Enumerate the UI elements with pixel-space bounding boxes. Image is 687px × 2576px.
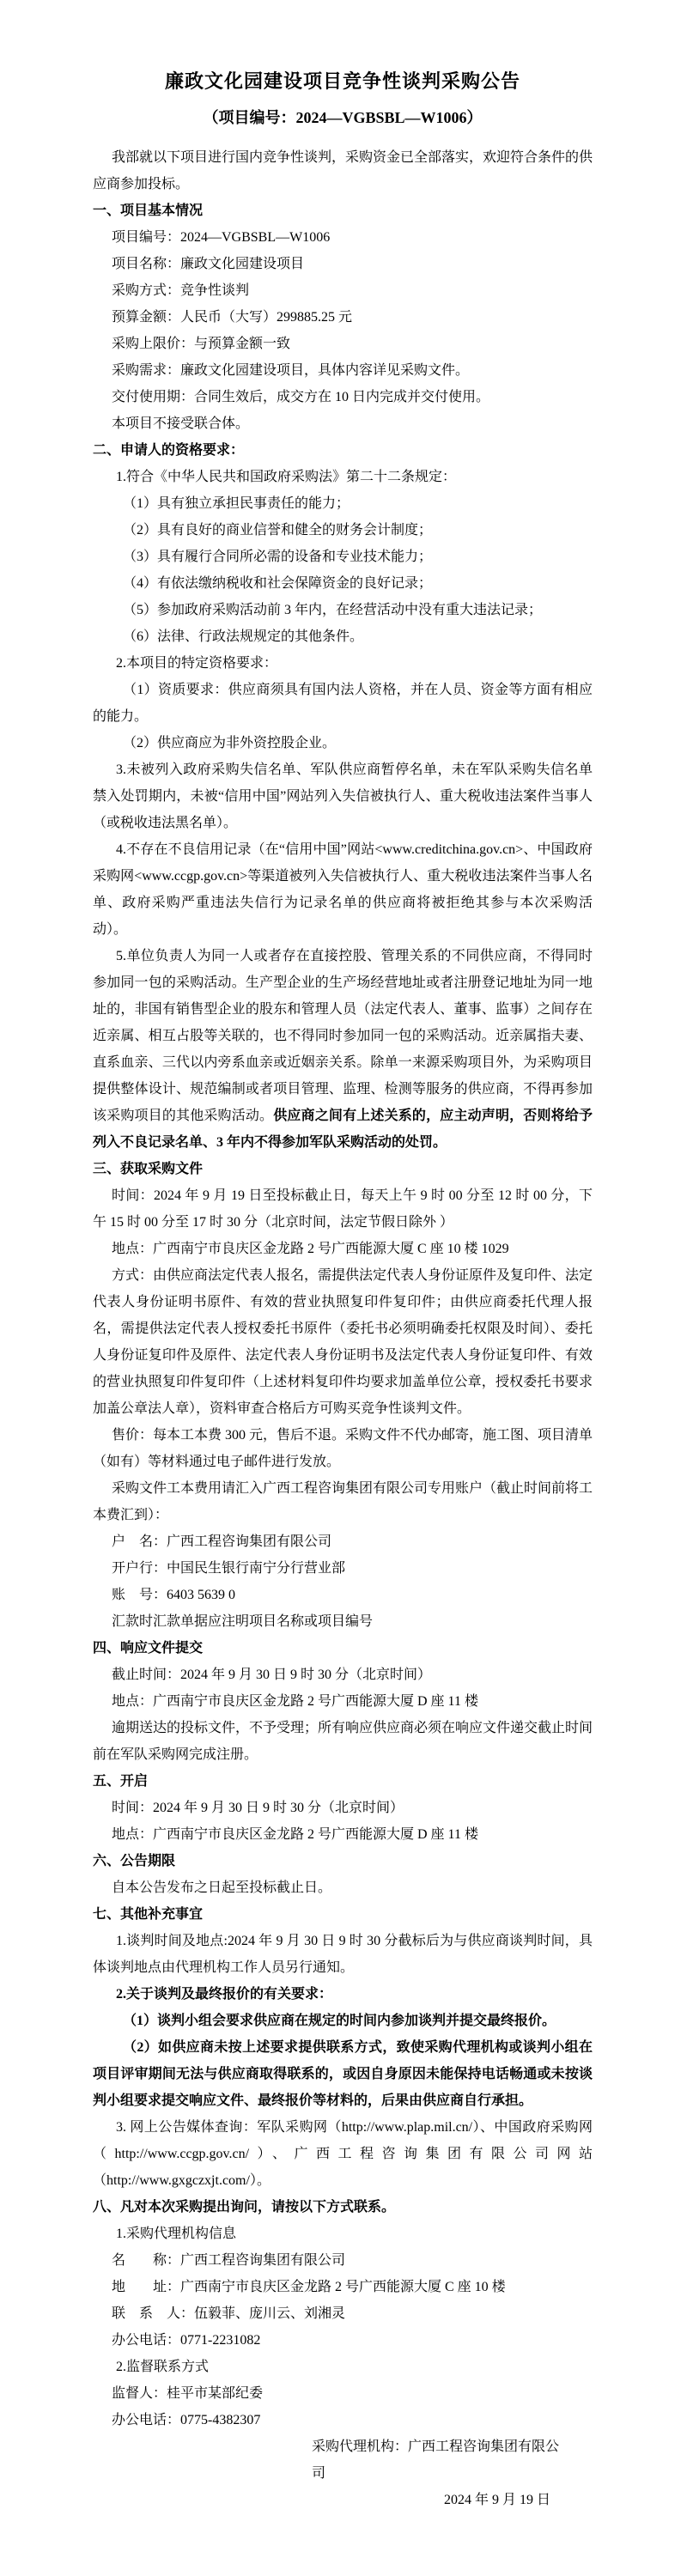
qualification-rule-1-sub: （5）参加政府采购活动前 3 年内，在经营活动中没有重大违法记录；: [123, 603, 543, 617]
budget-amount-line: 预算金额：人民币（大写）299885.25 元: [112, 310, 353, 325]
qualification-rule-1-sub: （1）具有独立承担民事责任的能力；: [123, 496, 350, 511]
agency-name-line: 名 称：广西工程咨询集团有限公司: [112, 2253, 346, 2268]
qualification-rule-5-bold-notice: 供应商之间有上述关系的，应主动声明，否则将给予列入不良记录名单、3 年内不得参加军队采购活动的处罚。: [93, 1109, 593, 1150]
footer-date: 2024 年 9 月 19 日: [444, 2493, 551, 2507]
final-quotation-requirements-heading: 2.关于谈判及最终报价的有关要求：: [116, 1987, 333, 2002]
qualification-rule-2-sub: （2）供应商应为非外资控股企业。: [123, 736, 337, 750]
document-price-paragraph: 售价：每本工本费 300 元，售后不退。采购文件不代办邮寄，施工图、项目清单（如有）等材料通过电子邮件进行发放。: [93, 1428, 593, 1469]
payment-account-intro: 采购文件工本费用请汇入广西工程咨询集团有限公司专用账户（截止时间前将工本费汇到）：: [93, 1481, 593, 1522]
remittance-note-line: 汇款时汇款单据应注明项目名称或项目编号: [112, 1614, 374, 1629]
footer-procurement-agency: 采购代理机构：广西工程咨询集团有限公司: [312, 2439, 560, 2481]
qualification-rule-4: 4.不存在不良信用记录（在“信用中国”网站<www.creditchina.gov.cn>、中国政府采购网<www.ccgp.gov.cn>等渠道被列入失信被执行人、重大税收违法案件当事人名单、政府采购严重违法失信行为记录名单的供应商将被拒绝其参与本次采购活动）。: [93, 842, 593, 937]
agency-info-title: 1.采购代理机构信息: [116, 2227, 237, 2241]
supervision-title: 2.监督联系方式: [116, 2360, 210, 2374]
qualification-rule-3: 3.未被列入政府采购失信名单、军队供应商暂停名单，未在军队采购失信名单禁入处罚期内，未被“信用中国”网站列入失信被执行人、重大税收违法案件当事人（或税收违法黑名单）。: [93, 762, 593, 830]
price-ceiling-line: 采购上限价：与预算金额一致: [112, 337, 291, 351]
opening-location-line: 地点：广西南宁市良庆区金龙路 2 号广西能源大厦 D 座 11 楼: [112, 1827, 478, 1842]
account-name-line: 户 名：广西工程咨询集团有限公司: [112, 1534, 332, 1549]
no-consortium-line: 本项目不接受联合体。: [112, 416, 250, 431]
bank-name-line: 开户行：中国民生银行南宁分行营业部: [112, 1561, 346, 1576]
section-heading-supplementary: 七、其他补充事宜: [93, 1907, 204, 1922]
qualification-rule-2: 2.本项目的特定资格要求：: [116, 656, 278, 671]
section-heading-opening: 五、开启: [93, 1774, 149, 1789]
late-submission-paragraph: 逾期送达的投标文件，不予受理；所有响应供应商必须在响应文件递交截止时间前在军队采购网完成注册。: [93, 1721, 593, 1762]
project-number-line: 项目编号：2024—VGBSBL—W1006: [112, 230, 331, 245]
project-name-line: 项目名称：廉政文化园建设项目: [112, 257, 305, 271]
section-heading-response-submission: 四、响应文件提交: [93, 1641, 204, 1656]
online-media-query-paragraph: 3. 网上公告媒体查询：军队采购网（http://www.plap.mil.cn/）、中国政府采购网（http://www.ccgp.gov.cn/）、广西工程咨询集团有限公司网站（http://www.gxgczxjt.com/）。: [93, 2120, 593, 2188]
section-heading-obtain-documents: 三、获取采购文件: [93, 1162, 204, 1176]
qualification-rule-1-sub: （6）法律、行政法规规定的其他条件。: [123, 629, 364, 644]
intro-paragraph: 我部就以下项目进行国内竞争性谈判，采购资金已全部落实，欢迎符合条件的供应商参加投标。: [93, 150, 593, 191]
agency-contacts-line: 联 系 人：伍毅菲、庞川云、刘湘灵: [112, 2306, 346, 2321]
document-subtitle-project-number: （项目编号：2024—VGBSBL—W1006）: [203, 109, 483, 126]
negotiation-time-paragraph: 1.谈判时间及地点:2024 年 9 月 30 日 9 时 30 分截标后为与供应商谈判时间，具体谈判地点由代理机构工作人员另行通知。: [93, 1934, 593, 1975]
section-heading-announcement-period: 六、公告期限: [93, 1854, 176, 1868]
announcement-period-line: 自本公告发布之日起至投标截止日。: [112, 1880, 332, 1895]
delivery-period-line: 交付使用期：合同生效后，成交方在 10 日内完成并交付使用。: [112, 390, 490, 404]
supervisor-line: 监督人：桂平市某部纪委: [112, 2386, 264, 2401]
agency-phone-line: 办公电话：0771-2231082: [112, 2333, 261, 2348]
qualification-rule-2-sub: （1）资质要求：供应商须具有国内法人资格，并在人员、资金等方面有相应的能力。: [93, 683, 593, 724]
section-heading-contact: 八、凡对本次采购提出询问，请按以下方式联系。: [93, 2200, 396, 2215]
qualification-rule-1-sub: （2）具有良好的商业信誉和健全的财务会计制度；: [123, 523, 433, 538]
procurement-demand-line: 采购需求：廉政文化园建设项目，具体内容详见采购文件。: [112, 363, 470, 378]
section-heading-qualification: 二、申请人的资格要求：: [93, 443, 245, 458]
opening-time-line: 时间：2024 年 9 月 30 日 9 时 30 分（北京时间）: [112, 1801, 404, 1815]
obtain-time-line: 时间：2024 年 9 月 19 日至投标截止日，每天上午 9 时 00 分至 12 时 00 分，下午 15 时 00 分至 17 时 30 分（北京时间，法定节假日除外 ）: [93, 1188, 593, 1230]
section-heading-basic-info: 一、项目基本情况: [93, 204, 204, 218]
qualification-rule-5-text: 5.单位负责人为同一人或者存在直接控股、管理关系的不同供应商，不得同时参加同一包的采购活动。生产型企业的生产场经营地址或者注册登记地址为同一地址的，非国有销售型企业的股东和管理人员（法定代表人、董事、监事）之间存在近亲属、相互占股等关联的，也不得同时参加同一包的采购活动。近亲属指夫妻、直系血亲、三代以内旁系血亲或近姻亲关系。除单一来源采购项目外，为采购项目提供整体设计、规范编制或者项目管理、监理、检测等服务的供应商，不得再参加该采购项目的其他采购活动。: [93, 949, 593, 1123]
document-title: 廉政文化园建设项目竞争性谈判采购公告: [164, 70, 520, 92]
submission-location-line: 地点：广西南宁市良庆区金龙路 2 号广西能源大厦 D 座 11 楼: [112, 1694, 478, 1709]
supervision-phone-line: 办公电话：0775-4382307: [112, 2413, 261, 2427]
submission-deadline-line: 截止时间：2024 年 9 月 30 日 9 时 30 分（北京时间）: [112, 1668, 432, 1682]
account-number-line: 账 号：6403 5639 0: [112, 1588, 236, 1602]
obtain-method-paragraph: 方式：由供应商法定代表人报名，需提供法定代表人身份证原件及复印件、法定代表人身份证明书原件、有效的营业执照复印件复印件；由供应商委托代理人报名，需提供法定代表人授权委托书原件（委托书必须明确委托权限及时间）、委托人身份证复印件及原件、法定代表人身份证明书及法定代表人身份证复印件、有效的营业执照复印件复印件（上述材料复印件均要求加盖单位公章，授权委托书要求加盖公章法人章），资料审查合格后方可购买竞争性谈判文件。: [93, 1268, 593, 1416]
qualification-rule-1-sub: （3）具有履行合同所必需的设备和专业技术能力；: [123, 550, 433, 564]
procurement-method-line: 采购方式：竞争性谈判: [112, 283, 250, 298]
final-quotation-requirement-1: （1）谈判小组会要求供应商在规定的时间内参加谈判并提交最终报价。: [123, 2014, 556, 2028]
qualification-rule-1: 1.符合《中华人民共和国政府采购法》第二十二条规定：: [116, 470, 457, 484]
agency-address-line: 地 址：广西南宁市良庆区金龙路 2 号广西能源大厦 C 座 10 楼: [112, 2280, 506, 2294]
final-quotation-requirement-2: （2）如供应商未按上述要求提供联系方式，致使采购代理机构或谈判小组在项目评审期间无法与供应商取得联系的，或因自身原因未能保持电话畅通或未按谈判小组要求提交响应文件、最终报价等材料的，后果由供应商自行承担。: [93, 2040, 593, 2108]
obtain-location-line: 地点：广西南宁市良庆区金龙路 2 号广西能源大厦 C 座 10 楼 1029: [112, 1242, 509, 1256]
qualification-rule-5: [93, 943, 593, 1156]
qualification-rule-1-sub: （4）有依法缴纳税收和社会保障资金的良好记录；: [123, 576, 433, 591]
